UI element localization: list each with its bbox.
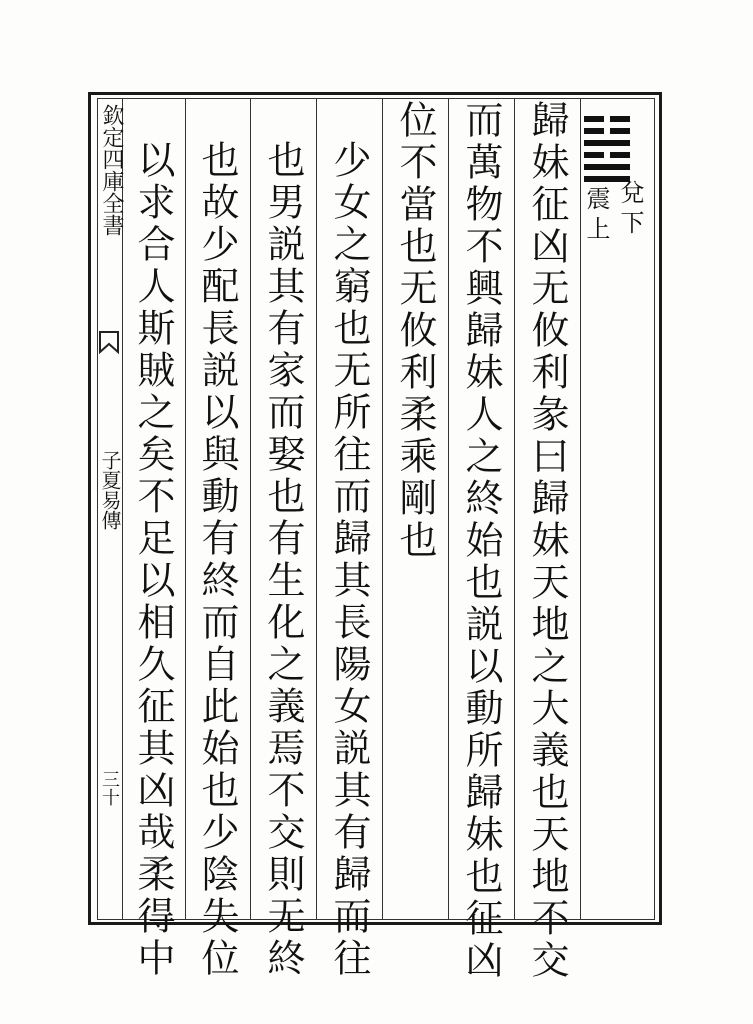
column-rule	[382, 98, 383, 920]
column-rule	[185, 98, 186, 920]
inner-border	[97, 98, 655, 920]
hexagram-icon	[584, 116, 630, 188]
text-column-4: 少女之窮也无所往而歸其長陽女説其有歸而往	[327, 140, 371, 980]
column-rule	[448, 98, 449, 920]
text-column-1: 歸妹征凶无攸利彖曰歸妹天地之大義也天地不交	[525, 100, 569, 982]
text-column-7: 以求合人斯賊之矣不足以相久征其凶哉柔得中	[131, 140, 175, 980]
text-column-2: 而萬物不興歸妹人之終始也説以動所歸妹也征凶	[459, 100, 503, 982]
column-rule	[514, 98, 515, 920]
upper-trigram-label: 震上	[582, 186, 610, 246]
text-column-6: 也故少配長説以與動有終而自此始也少陰失位	[195, 140, 239, 980]
column-rule	[580, 98, 581, 920]
text-column-3: 位不當也无攸利柔乘剛也	[393, 100, 437, 562]
fishtail-mark	[98, 330, 120, 360]
text-column-5: 也男説其有家而娶也有生化之義焉不交則无終	[261, 140, 305, 980]
column-rule	[316, 98, 317, 920]
margin-page-number: 三十	[99, 770, 120, 806]
margin-book-title: 欽定四庫全書	[99, 104, 124, 236]
column-rule	[250, 98, 251, 920]
lower-trigram-label: 兌下	[616, 180, 644, 240]
margin-work-title: 子夏易傳	[98, 450, 122, 530]
